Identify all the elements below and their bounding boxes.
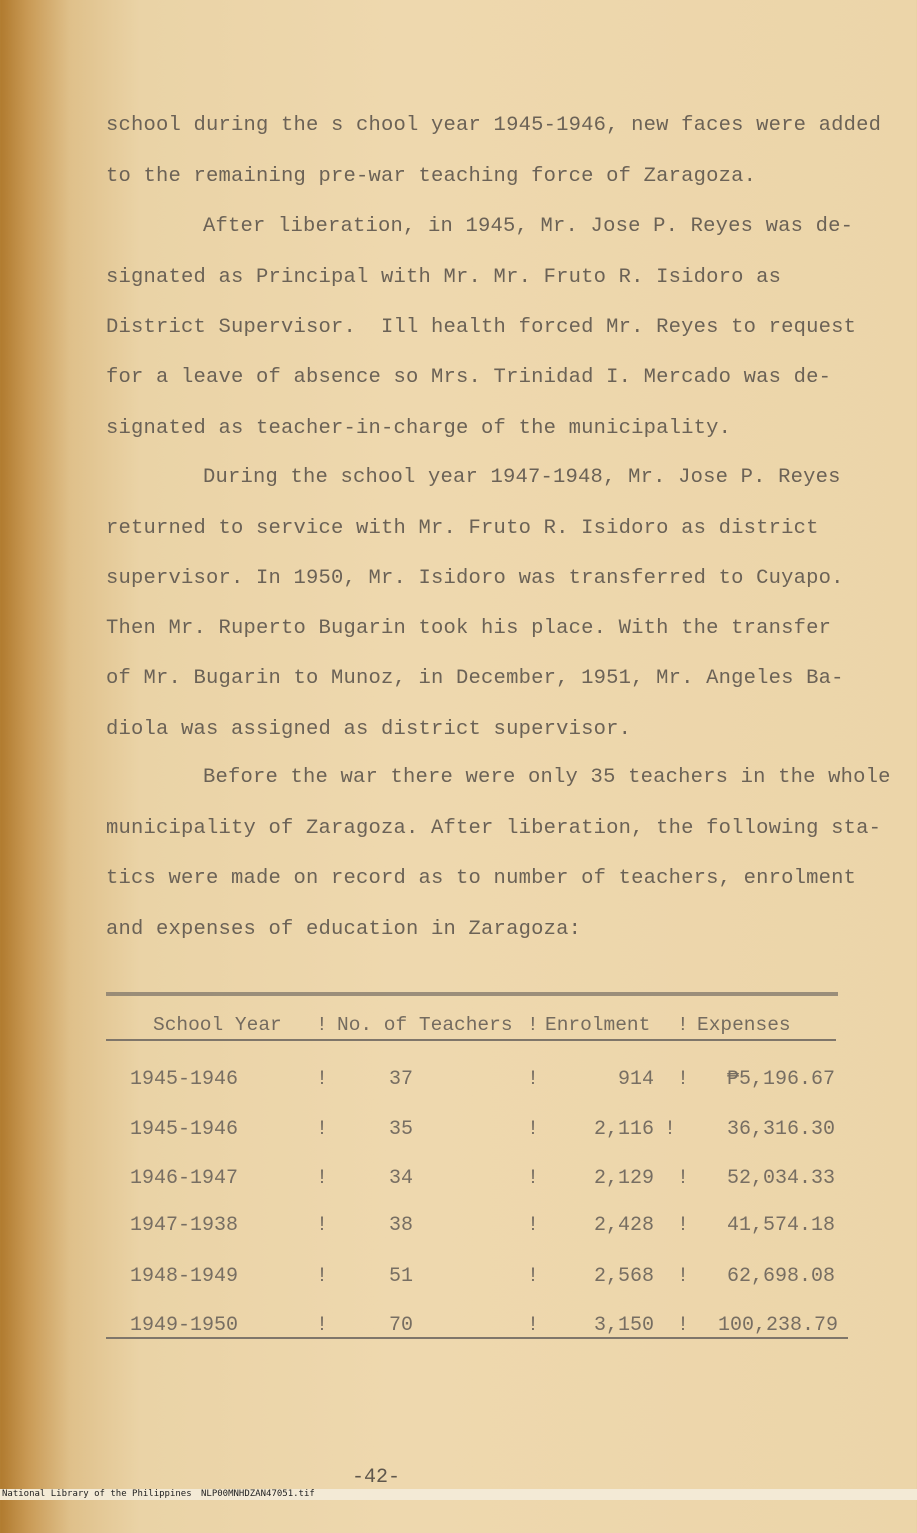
text-line: tics were made on record as to number of teachers, enrolment <box>106 867 857 890</box>
header-separator: ! <box>527 1014 539 1036</box>
header-separator: ! <box>677 1014 689 1036</box>
text-line: During the school year 1947-1948, Mr. Jose P. Reyes <box>203 466 841 489</box>
column-separator: ! <box>527 1265 540 1288</box>
column-separator: ! <box>527 1118 540 1141</box>
column-separator: ! <box>677 1214 690 1237</box>
cell-expenses: 52,034.33 <box>726 1167 835 1190</box>
header-teachers: No. of Teachers <box>337 1014 513 1036</box>
text-line: District Supervisor. Ill health forced Mr. Reyes to request <box>106 316 857 339</box>
text-line: for a leave of absence so Mrs. Trinidad I. Mercado was de- <box>106 366 832 389</box>
cell-teachers: 38 <box>389 1214 414 1237</box>
column-separator: ! <box>316 1265 329 1288</box>
cell-year: 1948-1949 <box>130 1265 239 1288</box>
header-enrolment: Enrolment <box>545 1014 651 1036</box>
text-line: diola was assigned as district supervisor. <box>106 718 632 741</box>
column-separator: ! <box>316 1314 329 1337</box>
text-line: and expenses of education in Zaragoza: <box>106 918 582 941</box>
scan-footer <box>0 1489 917 1500</box>
table-bottom-rule <box>106 1337 848 1339</box>
column-separator: ! <box>316 1068 329 1091</box>
text-line: municipality of Zaragoza. After liberation, the following sta- <box>106 817 882 840</box>
header-expenses: Expenses <box>697 1014 791 1036</box>
column-separator: ! <box>316 1214 329 1237</box>
cell-teachers: 70 <box>389 1314 414 1337</box>
cell-teachers: 35 <box>389 1118 414 1141</box>
text-line: After liberation, in 1945, Mr. Jose P. Reyes was de- <box>203 215 854 238</box>
cell-expenses: 62,698.08 <box>726 1265 835 1288</box>
footer-filename: NLP00MNHDZAN47051.tif <box>201 1489 315 1499</box>
cell-year: 1949-1950 <box>130 1314 239 1337</box>
column-separator: ! <box>527 1314 540 1337</box>
column-separator: ! <box>677 1167 690 1190</box>
cell-enrolment: 2,428 <box>593 1214 654 1237</box>
column-separator: ! <box>527 1167 540 1190</box>
cell-year: 1945-1946 <box>130 1118 239 1141</box>
header-separator: ! <box>316 1014 328 1036</box>
column-separator: ! <box>664 1118 677 1141</box>
table-top-rule <box>106 992 838 996</box>
cell-enrolment: 3,150 <box>593 1314 654 1337</box>
text-line: school during the s chool year 1945-1946, new faces were added <box>106 114 882 137</box>
cell-enrolment: 914 <box>617 1068 654 1091</box>
header-school-year: School Year <box>153 1014 282 1036</box>
cell-expenses: 100,238.79 <box>717 1314 838 1337</box>
cell-expenses: 36,316.30 <box>726 1118 835 1141</box>
cell-teachers: 34 <box>389 1167 414 1190</box>
text-line: signated as teacher-in-charge of the municipality. <box>106 417 732 440</box>
cell-year: 1945-1946 <box>130 1068 239 1091</box>
text-line: Before the war there were only 35 teachers in the whole <box>203 766 891 789</box>
footer-library: National Library of the Philippines <box>2 1489 192 1499</box>
cell-enrolment: 2,568 <box>593 1265 654 1288</box>
cell-enrolment: 2,129 <box>593 1167 654 1190</box>
cell-enrolment: 2,116 <box>593 1118 654 1141</box>
cell-year: 1946-1947 <box>130 1167 239 1190</box>
text-line: signated as Principal with Mr. Mr. Fruto R. Isidoro as <box>106 266 782 289</box>
text-line: of Mr. Bugarin to Munoz, in December, 1951, Mr. Angeles Ba- <box>106 667 844 690</box>
column-separator: ! <box>527 1214 540 1237</box>
text-line: supervisor. In 1950, Mr. Isidoro was transferred to Cuyapo. <box>106 567 844 590</box>
header-underline <box>106 1039 836 1041</box>
column-separator: ! <box>316 1118 329 1141</box>
page-number: -42- <box>352 1466 401 1489</box>
column-separator: ! <box>677 1314 690 1337</box>
cell-expenses: 41,574.18 <box>726 1214 835 1237</box>
cell-expenses: ₱5,196.67 <box>726 1068 835 1091</box>
text-line: to the remaining pre-war teaching force of Zaragoza. <box>106 165 757 188</box>
column-separator: ! <box>677 1265 690 1288</box>
column-separator: ! <box>677 1068 690 1091</box>
cell-teachers: 37 <box>389 1068 414 1091</box>
cell-teachers: 51 <box>389 1265 414 1288</box>
cell-year: 1947-1938 <box>130 1214 239 1237</box>
text-line: Then Mr. Ruperto Bugarin took his place. With the transfer <box>106 617 832 640</box>
text-line: returned to service with Mr. Fruto R. Isidoro as district <box>106 517 819 540</box>
column-separator: ! <box>316 1167 329 1190</box>
column-separator: ! <box>527 1068 540 1091</box>
